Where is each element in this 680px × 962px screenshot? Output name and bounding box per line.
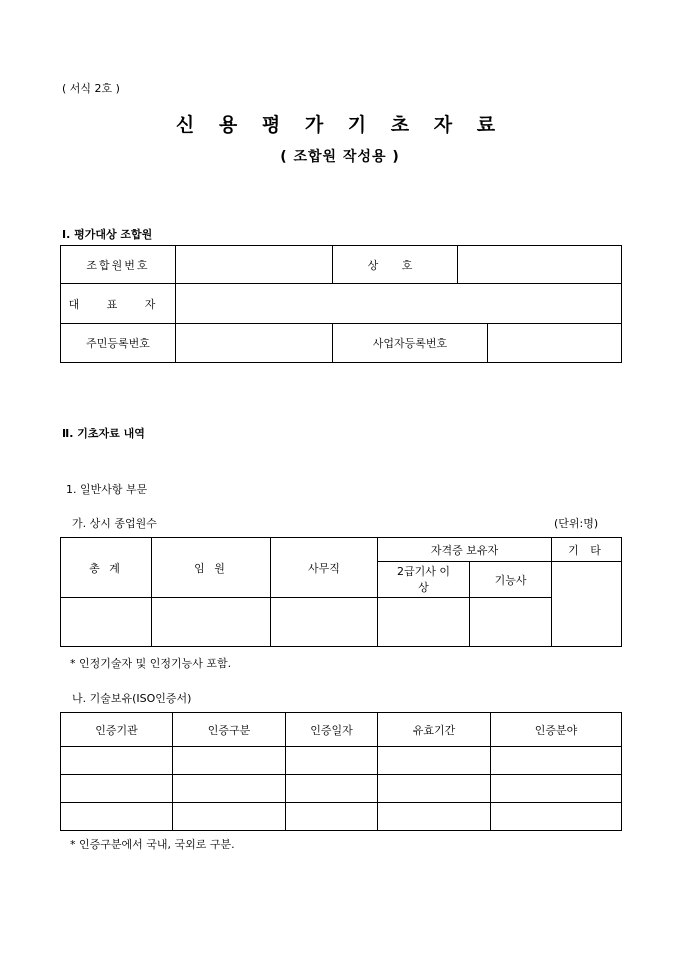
iso-cell[interactable] — [286, 803, 378, 831]
iso-header-agency: 인증기관 — [61, 713, 173, 747]
other-cell[interactable] — [552, 562, 622, 647]
iso-table — [60, 712, 622, 831]
certified-header: 자격증 보유자 — [378, 538, 552, 562]
iso-cell[interactable] — [61, 747, 173, 775]
iso-cell[interactable] — [173, 747, 286, 775]
section2-heading: Ⅱ. 기초자료 내역 — [62, 427, 145, 440]
total-header: 총 계 — [61, 538, 152, 598]
resident-no-field[interactable] — [176, 324, 333, 363]
trade-name-field[interactable] — [458, 246, 622, 284]
iso-header-date: 인증일자 — [286, 713, 378, 747]
employees-unit: (단위:명) — [554, 517, 599, 530]
representative-field[interactable] — [176, 284, 622, 324]
section1-heading: Ⅰ. 평가대상 조합원 — [62, 228, 153, 241]
member-info-table — [60, 245, 622, 363]
executives-cell[interactable] — [152, 598, 271, 647]
total-cell[interactable] — [61, 598, 152, 647]
business-no-field[interactable] — [488, 324, 622, 363]
iso-cell[interactable] — [61, 775, 173, 803]
iso-heading: 나. 기술보유(ISO인증서) — [72, 692, 192, 705]
trade-name-label: 상 호 — [333, 246, 458, 284]
iso-row — [61, 775, 622, 803]
iso-header-type: 인증구분 — [173, 713, 286, 747]
office-cell[interactable] — [271, 598, 378, 647]
iso-header-validity: 유효기간 — [378, 713, 491, 747]
representative-label: 대 표 자 — [61, 284, 176, 324]
iso-cell[interactable] — [378, 775, 491, 803]
iso-row — [61, 803, 622, 831]
iso-header-field: 인증분야 — [491, 713, 622, 747]
technician-header: 기능사 — [470, 562, 552, 598]
other-header: 기 타 — [552, 538, 622, 562]
iso-cell[interactable] — [173, 775, 286, 803]
executives-header: 임 원 — [152, 538, 271, 598]
page-subtitle: ( 조합원 작성용 ) — [280, 149, 400, 165]
iso-cell[interactable] — [286, 747, 378, 775]
employees-note: * 인정기술자 및 인정기능사 포함. — [70, 657, 232, 670]
iso-cell[interactable] — [61, 803, 173, 831]
business-no-label: 사업자등록번호 — [333, 324, 488, 363]
iso-note: * 인증구분에서 국내, 국외로 구분. — [70, 838, 235, 851]
office-header: 사무직 — [271, 538, 378, 598]
grade2-engineer-cell[interactable] — [378, 598, 470, 647]
employees-table — [60, 537, 622, 647]
member-no-label: 조합원번호 — [61, 246, 176, 284]
iso-cell[interactable] — [173, 803, 286, 831]
iso-cell[interactable] — [491, 747, 622, 775]
member-no-field[interactable] — [176, 246, 333, 284]
form-number: ( 서식 2호 ) — [62, 82, 120, 95]
grade2-engineer-header: 2급기사 이 상 — [378, 562, 470, 598]
iso-cell[interactable] — [378, 803, 491, 831]
resident-no-label: 주민등록번호 — [61, 324, 176, 363]
technician-cell[interactable] — [470, 598, 552, 647]
iso-cell[interactable] — [286, 775, 378, 803]
iso-cell[interactable] — [378, 747, 491, 775]
iso-cell[interactable] — [491, 775, 622, 803]
general-section-heading: 1. 일반사항 부문 — [66, 483, 148, 496]
employees-heading: 가. 상시 종업원수 — [72, 517, 157, 530]
iso-cell[interactable] — [491, 803, 622, 831]
iso-row — [61, 747, 622, 775]
page-title: 신 용 평 가 기 초 자 료 — [175, 114, 505, 136]
